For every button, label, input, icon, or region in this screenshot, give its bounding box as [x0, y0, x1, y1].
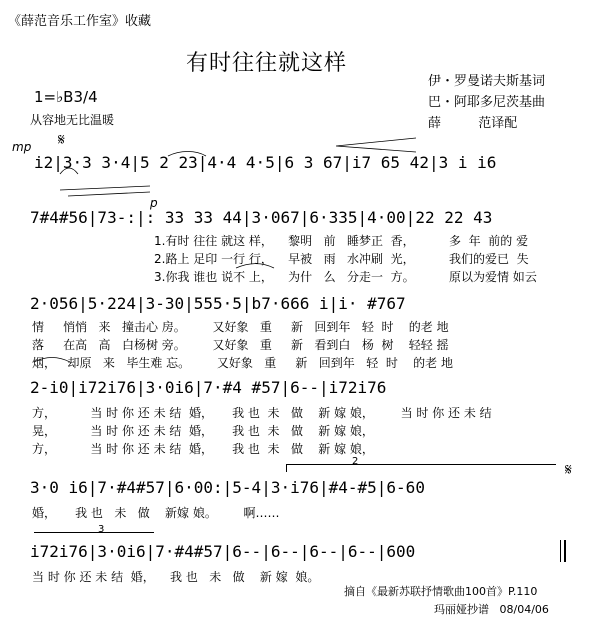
dynamic-mp: mp — [12, 140, 32, 154]
tempo-marking: 从容地无比温暖 — [30, 113, 115, 127]
volta-2-label: 2 — [352, 456, 359, 467]
lyric-line-3-verse-1: 情 悄悄 来 撞击心 房。 又好象 重 新 回到年 轻 时 的老 地 — [32, 320, 449, 334]
notation-line-4: 2-i0|i72i76|3·0i6|7·#4 #57|6--|i72i76 — [30, 378, 387, 397]
lyric-line-6: 当 时 你 还 未 结 婚， 我 也 未 做 新 嫁 娘。 — [32, 570, 320, 584]
studio-label: 《薛范音乐工作室》收藏 — [8, 14, 152, 29]
lyric-line-3-verse-2: 落 在高 高 白杨树 旁。 又好象 重 新 看到白 杨 树 轻轻 摇 — [32, 338, 449, 352]
segno-sign-end: 𝄋 — [565, 460, 572, 479]
final-barline-thin — [560, 540, 561, 562]
lyric-line-2-verse-2: 2.路上 足印 一行 行， 早被 雨 水冲刷 光， 我们的爱已 失 — [154, 252, 529, 266]
key-signature: 1=♭B3/4 — [34, 88, 98, 106]
lyric-line-4-verse-2: 晃， 当 时 你 还 未 结 婚， 我 也 未 做 新 嫁 娘， — [32, 424, 374, 438]
source-note: 摘自《最新苏联抒情歌曲100首》P.110 — [344, 585, 538, 598]
lyric-line-5: 婚， 我 也 未 做 新嫁 娘。 啊…… — [32, 506, 280, 520]
translator-credit: 薛 范译配 — [428, 116, 518, 131]
dynamic-p: p — [150, 196, 158, 210]
notation-line-2: 7#4#56|73-:|: 33 33 44|3·067|6·335|4·00|22 22 43 — [30, 208, 493, 227]
notation-line-3: 2·056|5·224|3-30|555·5|b7·666 i|i· #767 — [30, 294, 406, 313]
final-barline-thick — [564, 540, 566, 562]
notation-line-1: i2|3·3 3·4|5 2 23|4·4 4·5|6 3 67|i7 65 42|3 i i6 — [34, 153, 497, 172]
lyric-line-3-verse-3: 烟， 却原 来 毕生难 忘。 又好象 重 新 回到年 轻 时 的老 地 — [32, 356, 453, 370]
lyric-line-2-verse-3: 3.你我 谁也 说不 上， 为什 么 分走一 方。 原以为爱情 如云 — [154, 270, 537, 284]
notation-line-6: i72i76|3·0i6|7·#4#57|6--|6--|6--|6--|600 — [30, 542, 416, 561]
lyricist-credit: 伊・罗曼诺夫斯基词 — [428, 74, 546, 89]
lyric-line-2-verse-1: 1.有时 往往 就这 样， 黎明 前 睡梦正 香， 多 年 前的 爱 — [154, 234, 529, 248]
composer-credit: 巴・阿耶多尼茨基曲 — [428, 95, 546, 110]
copyist-note: 玛丽娅抄谱 08/04/06 — [434, 603, 549, 616]
song-title: 有时往往就这样 — [186, 51, 348, 76]
notation-line-5: 3·0 i6|7·#4#57|6·00:|5-4|3·i76|#4-#5|6-60 — [30, 478, 425, 497]
lyric-line-4-verse-3: 方， 当 时 你 还 未 结 婚， 我 也 未 做 新 嫁 娘， — [32, 442, 374, 456]
volta-3-label: 3 — [98, 524, 105, 535]
volta-3-line — [34, 532, 154, 533]
volta-2-line — [286, 464, 556, 465]
segno-sign: 𝄋 — [58, 130, 65, 149]
lyric-line-4-verse-1: 方， 当 时 你 还 未 结 婚， 我 也 未 做 新 嫁 娘， 当 时 你 还 未 结 — [32, 406, 492, 420]
volta-2-left — [286, 464, 287, 472]
